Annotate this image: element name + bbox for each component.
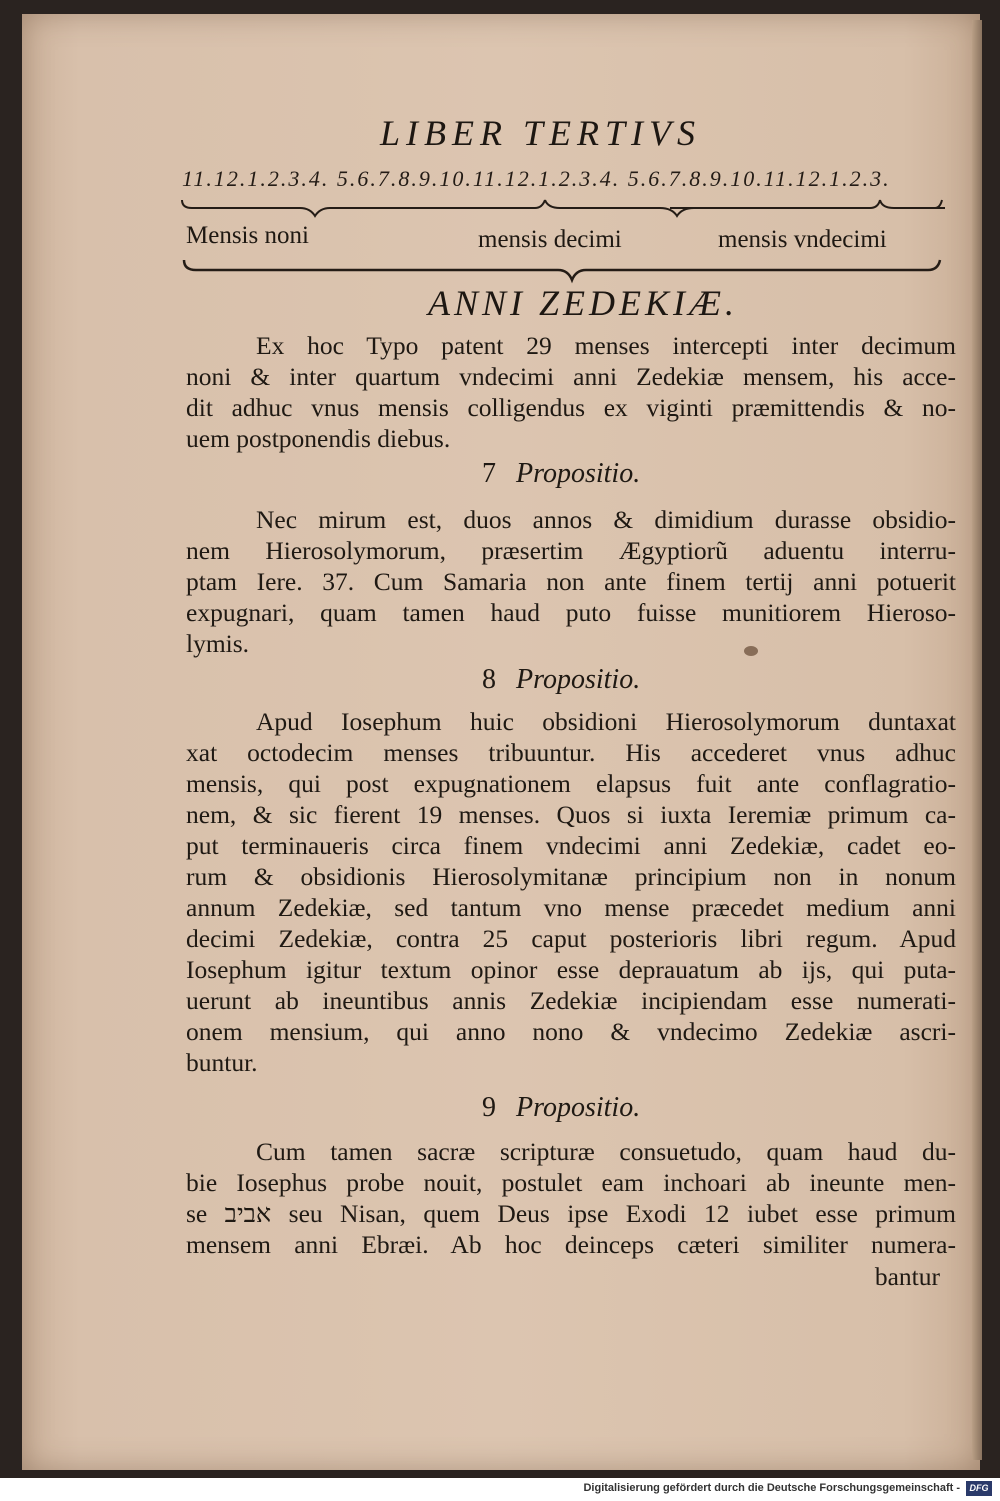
propositio-number: 8 [482, 664, 496, 695]
label-mensis-noni: Mensis noni [186, 222, 309, 249]
ink-stain [744, 646, 758, 656]
text-line: ptam Iere. 37. Cum Samaria non ante finem tertij anni potuerit [186, 567, 956, 596]
propositio-8-text [186, 706, 956, 1078]
footer-bar [0, 1478, 1000, 1501]
month-numbers: 11.12.1.2.3.4. 5.6.7.8.9.10.11.12.1.2.3.4. 5.6.7.8.9.10.11.12.1.2.3. [182, 166, 891, 191]
text-line: nem, & sic fierent 19 menses. Quos si iuxta Ieremiæ primum ca- [186, 800, 956, 829]
text-line: bie Iosephus probe nouit, postulet eam inchoari ab ineunte men- [186, 1168, 956, 1197]
propositio-7-text [186, 504, 956, 659]
propositio-number: 9 [482, 1092, 496, 1123]
propositio-7-heading [482, 458, 640, 490]
text-line: annum Zedekiæ, sed tantum vno mense præcedet medium anni [186, 893, 956, 922]
text-line: uerunt ab ineuntibus annis Zedekiæ incipiendam esse numerati- [186, 986, 956, 1015]
text-line: noni & inter quartum vndecimi anni Zedekiæ mensem, his acce- [186, 362, 956, 391]
page-edge [972, 20, 982, 1460]
label-mensis-decimi: mensis decimi [478, 226, 622, 253]
section-title: ANNI ZEDEKIÆ. [428, 283, 739, 323]
running-head: LIBER TERTIVS [380, 113, 701, 153]
text-line: decimi Zedekiæ, contra 25 caput posterioris libri regum. Apud [186, 924, 956, 953]
text-line: expugnari, quam tamen haud puto fuisse munitiorem Hieroso- [186, 598, 956, 627]
text-line: Iosephum igitur textum opinor esse deprauatum ab ijs, qui puta- [186, 955, 956, 984]
text-line: se אביב seu Nisan, quem Deus ipse Exodi 12 iubet esse primum [186, 1199, 956, 1228]
text-line: xat octodecim menses tribuuntur. His accederet vnus adhuc [186, 738, 956, 767]
text-line: lymis. [186, 629, 250, 658]
text-line: Nec mirum est, duos annos & dimidium durasse obsidio- [256, 505, 956, 534]
propositio-9-heading [482, 1092, 640, 1124]
text-line: mensem anni Ebræi. Ab hoc deinceps cæteri similiter numera- [186, 1230, 956, 1259]
text-line: uem postponendis diebus. [186, 424, 451, 453]
text-line: Cum tamen sacræ scripturæ consuetudo, quam haud du- [256, 1137, 956, 1166]
text-line: Apud Iosephum huic obsidioni Hierosolymorum duntaxat [256, 707, 956, 736]
text-line: onem mensium, qui anno nono & vndecimo Zedekiæ ascri- [186, 1017, 956, 1046]
text-line: put terminaueris circa finem vndecimi anni Zedekiæ, cadet eo- [186, 831, 956, 860]
propositio-word: Propositio. [516, 458, 641, 489]
text-line: dit adhuc vnus mensis colligendus ex viginti præmittendis & no- [186, 393, 956, 422]
label-mensis-vndecimi: mensis vndecimi [718, 226, 887, 253]
propositio-word: Propositio. [516, 664, 641, 695]
propositio-8-heading [482, 664, 640, 696]
propositio-9-text [186, 1136, 956, 1260]
dfg-logo: DFG [966, 1481, 992, 1496]
catchword: bantur [874, 1262, 940, 1291]
propositio-word: Propositio. [516, 1092, 641, 1123]
intro-paragraph [186, 330, 956, 454]
propositio-number: 7 [482, 458, 496, 489]
text-line: buntur. [186, 1048, 258, 1077]
text-line: rum & obsidionis Hierosolymitanæ principium non in nonum [186, 862, 956, 891]
text-line: mensis, qui post expugnationem elapsus fuit ante conflagratio- [186, 769, 956, 798]
text-line: nem Hierosolymorum, præsertim Ægyptiorũ aduentu interru- [186, 536, 956, 565]
footer-credit: Digitalisierung gefördert durch die Deutsche Forschungsgemeinschaft - [583, 1482, 960, 1494]
text-line: Ex hoc Typo patent 29 menses intercepti inter decimum [256, 331, 956, 360]
